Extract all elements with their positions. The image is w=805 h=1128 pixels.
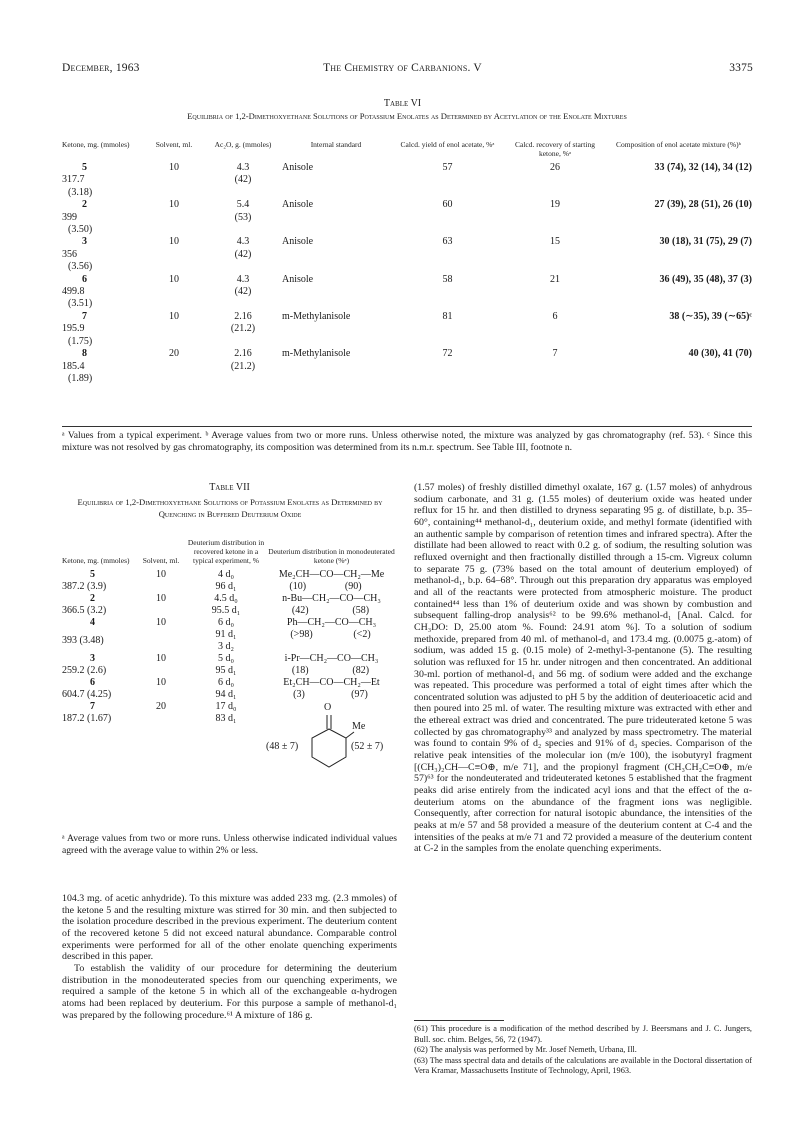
table-row: 4 393 (3.48) 10 6 d₀ 91 d₁ 3 d₂ Ph—CH₂—CO—CH₃ (>98) (<2) (62, 617, 377, 652)
table6-footnote: ᵃ Values from a typical experiment. ᵇ Average values from two or more runs. Unless otherwise noted, the mixture was analyzed by gas chromatography (ref. 53). ᶜ Since this mixture was not resolved by gas chromatography, its composition was determined from its n.m.r. spectrum. See Table III, footnote n. (62, 430, 752, 453)
page-number: 3375 (729, 62, 753, 74)
footnote-62: (62) The analysis was performed by Mr. Josef Nemeth, Urbana, Ill. (414, 1045, 637, 1054)
table7-footnote: ᵃ Average values from two or more runs. Unless otherwise indicated individual values agreed with the average value to within 2% or less. (62, 833, 397, 856)
table-row: 5 317.7 (3.18) 10 4.3 (42) Anisole 57 26 33 (74), 32 (14), 34 (12) (62, 162, 752, 198)
table-row: 8 185.4 (1.89) 20 2.16 (21.2) m-Methylanisole 72 7 40 (30), 41 (70) (62, 348, 752, 384)
table6-col-yield: Calcd. yield of enol acetate, %ᵃ (400, 140, 495, 149)
cyclohexanone-structure: O Me (48 ± 7) (52 ± 7) (266, 701, 397, 783)
running-header-title: The Chemistry of Carbanions. V (323, 62, 482, 74)
table7-col-distribution: Deuterium distribution in monodeuterated ketone (%ᵃ) (268, 547, 395, 565)
table6-col-standard: Internal standard (310, 140, 362, 149)
left-column-text (62, 893, 397, 1021)
table6 (62, 140, 752, 385)
table7 (62, 538, 397, 783)
table-row: 6 499.8 (3.51) 10 4.3 (42) Anisole 58 21 36 (49), 35 (48), 37 (3) (62, 273, 752, 310)
ring-methyl-label: Me (352, 721, 366, 732)
table7-col-recovered: Deuterium distribution in recovered ketone in a typical experiment, % (187, 538, 265, 565)
table-row: 6 604.7 (4.25) 10 6 d₀ 94 d₁ Et₂CH—CO—CH₂—Et (3) (97) (62, 677, 380, 700)
table7-col-ketone: Ketone, mg. (mmoles) (62, 556, 130, 565)
table-row: 2 399 (3.50) 10 5.4 (53) Anisole 60 19 27 (39), 28 (51), 26 (10) (62, 199, 752, 236)
running-header-date: December, 1963 (62, 62, 140, 74)
table6-bottom-rule (62, 426, 752, 427)
table6-col-ketone: Ketone, mg. (mmoles) (62, 140, 130, 149)
table6-col-ac2o: Ac₂O, g. (mmoles) (214, 140, 272, 149)
table-row: 5 387.2 (3.9) 10 4 d₀ 96 d₁ Me₂CH—CO—CH₂—Me (10) (90) (62, 569, 385, 592)
table-row: 3 259.2 (2.6) 10 5 d₀ 95 d₁ i-Pr—CH₂—CO—CH₃ (18) (82) (62, 653, 379, 676)
table6-header-row (62, 140, 752, 158)
footnote-63: (63) The mass spectral data and details of the calculations are available in the Doctoral dissertation of Vera Kramar, Massachusetts Institute of Technology, April, 1963. (414, 1055, 752, 1075)
footnote-rule (414, 1020, 504, 1021)
composition-cell: 33 (74), 32 (14), 34 (12) (654, 162, 752, 173)
table-row: 7 195.9 (1.75) 10 2.16 (21.2) m-Methylanisole 81 6 38 (∼35), 39 (∼65)ᶜ (62, 310, 752, 347)
table-row: 2 366.5 (3.2) 10 4.5 d₀ 95.5 d₁ n-Bu—CH₂—CO—CH₃ (42) (58) (62, 593, 381, 616)
table-row: 3 356 (3.56) 10 4.3 (42) Anisole 63 15 30 (18), 31 (75), 29 (7) (62, 236, 752, 273)
footnote-61: (61) This procedure is a modification of the method described by J. Beersmans and J. C. Jungers, Bull. soc. chim. Belges, 56, 72 (1947). (414, 1024, 752, 1044)
table-row: 7 187.2 (1.67) 20 17 d₀ 83 d₁ O Me (48 ± 7) (52 ± 7) (62, 701, 397, 783)
table7-col-solvent: Solvent, ml. (142, 556, 180, 565)
table7-caption: Equilibria of 1,2-Dimethoxyethane Solutions of Potassium Enolates as Determined by Quenching in Buffered Deuterium Oxide (77, 497, 383, 519)
paragraph: To establish the validity of our procedure for determining the deuterium distribution in the monodeuterated species from our quenching experiments, we required a sample of the ketone 5 in which all of the exchangeable α-hydrogen atoms had been replaced by deuterium. For this purpose a sample of methanol-d₁ was prepared by the following procedure.⁶¹ A mixture of 186 g. (62, 962, 397, 1021)
table6-col-composition: Composition of enol acetate mixture (%)ᵇ (616, 140, 741, 149)
ring-oxygen-label: O (324, 702, 332, 713)
table6-label: Table VI (383, 98, 422, 109)
paragraph: 104.3 mg. of acetic anhydride). To this mixture was added 233 mg. (2.3 mmoles) of the ketone 5 and the resulting mixture was stirred for 30 min. and then subjected to the isolation procedure described in the previous experiment. The deuterium content of the recovered ketone 5 did not exceed natural abundance. Comparable control experiments were performed for all of the other enolate quenching experiments described in this paper. (62, 893, 397, 963)
right-column-text: (1.57 moles) of freshly distilled dimethyl oxalate, 167 g. (1.57 moles) of anhydrous sodium carbonate, and 31 g. (1.55 moles) of deuterium oxide was heated under reflux for 15 hr. and then distilled to dryness separating 95 g. of distillate, b.p. 35–60°, containing⁴⁴ methanol-d₁, deuterium oxide, and methyl formate (identified with an authentic sample by comparison of retention times and infrared spectra). After the distillate had been allowed to react with 0.2 g. of sodium, the resulting solution was refluxed overnight and then fractionally distilled through a 15-cm. Vigreux column to separate 75 g. (73% based on the total amount of deuterium employed) of methanol-d₁, b.p. 64–68°. Through out this preparation dry apparatus was employed and all of the reactants were protected from atmospheric moisture. The product contained⁴⁴ less than 1% of deuterium oxide and was shown by combustion and subsequent falling-drop analysis⁶² to be 99.6% methanol-d₁ [Anal. Calcd. for CH₃DO: D, 25.00 atom %. Found: 24.91 atom %]. To a solution of sodium methoxide, prepared from 40 ml. of methanol-d₁ and 173.4 mg. (0.0075 g.-atom) of sodium, was added 15 g. (0.15 mole) of 2-methyl-3-pentanone (5). The resulting solution was refluxed for 15 hr. under nitrogen and then concentrated. An additional 30-ml. portion of methanol-d₁ and 56 mg. of sodium were added and the exchange was repeated. This procedure was performed a total of eight times after which the concentrated solution was adjusted to pH 5 by the addition of deuterioacetic acid and then poured into 25 ml. of water. The resulting mixture was extracted with ether and the ethereal extract was dried and concentrated. The pure trideuterated ketone 5 was collected by gas chromatography³³ and analyzed by mass spectrometry. The material was found to contain 9% of d₂ species and 91% of d₃ species. Comparison of the relative peak intensities of the molecular ion (m/e 100), the isobutyryl fragment [(CH₃)₂CH—C≡O⊕, m/e 71], and the propionyl fragment (CH₃CH₂C≡O⊕, m/e 57)⁶³ for the nondeuterated and trideuterated ketones 5 established that the fragment peaks did arise entirely from the indicated acyl ions and that the effect of the α-deuterium atoms on the abundance of the fragment ions was negligible. Consequently, after correction for natural isotopic abundance, the intensities of the peaks at m/e 57 and 58 provided a measure of the deuterium content at C-4 and the intensities of the peaks at m/e 71 and 72 provided a measure of the deuterium content at C-2 in the samples from the enolate quenching experiments. (414, 482, 752, 855)
table6-col-recovery: Calcd. recovery of starting ketone, %ᵃ (515, 140, 595, 158)
table7-label: Table VII (209, 482, 250, 493)
table6-col-solvent: Solvent, ml. (155, 140, 193, 149)
table6-caption: Equilibria of 1,2-Dimethoxyethane Solutions of Potassium Enolates as Determined by Acetylation of the Enolate Mixtures (187, 111, 627, 121)
table7-header-row (62, 538, 397, 565)
footnotes (414, 1024, 752, 1077)
